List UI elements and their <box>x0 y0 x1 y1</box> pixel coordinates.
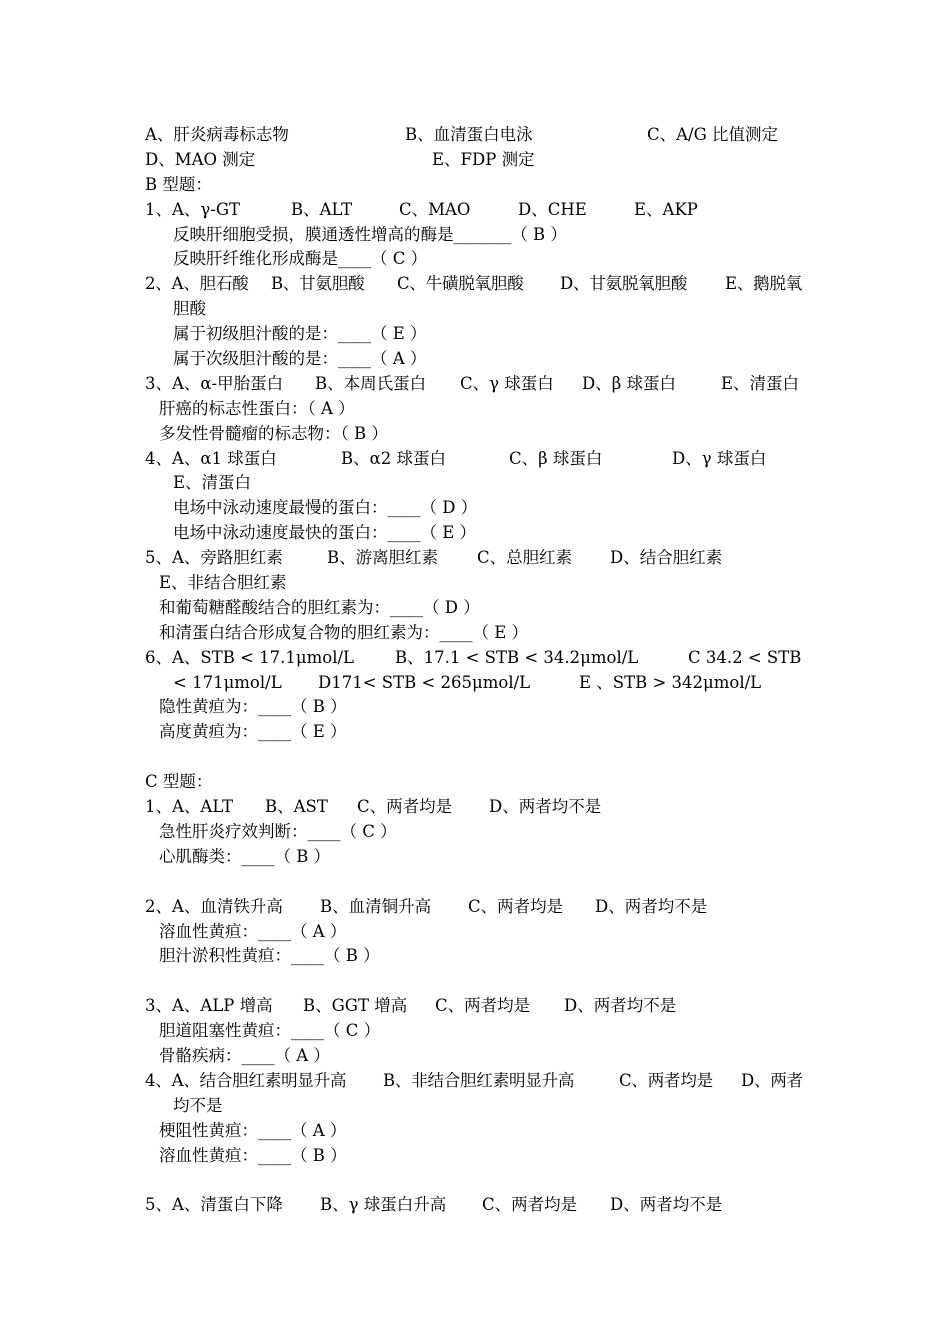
question-options <box>145 447 825 472</box>
option: C、两者均是 <box>435 996 531 1016</box>
option: D、结合胆红素 <box>610 548 723 568</box>
option: B、本周氏蛋白 <box>315 373 427 393</box>
section-heading-b: B 型题： <box>145 174 212 194</box>
spacer <box>145 969 825 994</box>
question-cont: E、非结合胆红素 <box>159 573 287 593</box>
option: D、β 球蛋白 <box>582 373 677 393</box>
question-stem: 属于次级胆汁酸的是：____（ A ） <box>173 349 427 369</box>
question-stem: 属于初级胆汁酸的是：____（ E ） <box>173 324 427 344</box>
option: C、β 球蛋白 <box>509 448 603 468</box>
spacer <box>145 1168 825 1193</box>
option: B、α2 球蛋白 <box>341 448 447 468</box>
question-stem: 电场中泳动速度最快的蛋白：____（ E ） <box>173 523 477 543</box>
option: C、两者均是 <box>468 896 564 916</box>
question-stem: 骨骼疾病：____（ A ） <box>159 1045 330 1065</box>
option: B、17.1 < STB < 34.2μmol/L <box>395 647 639 667</box>
option: D、两者 <box>741 1070 803 1090</box>
option: B、GGT 增高 <box>303 996 408 1016</box>
option: D171< STB < 265μmol/L <box>318 672 531 692</box>
option-a: A、肝炎病毒标志物 <box>145 125 289 144</box>
option: B、AST <box>265 797 328 817</box>
option-c: C、A/G 比值测定 <box>647 125 779 144</box>
option: D、甘氨脱氧胆酸 <box>560 274 688 294</box>
option: 1、A、ALT <box>145 797 233 817</box>
question-stem: 和葡萄糖醛酸结合的胆红素为：____（ D ） <box>159 597 480 617</box>
option-b: B、血清蛋白电泳 <box>405 125 533 144</box>
question-options <box>145 546 825 571</box>
question-stem: 高度黄疸为：____（ E ） <box>159 722 347 742</box>
option: 6、A、STB < 17.1μmol/L <box>145 647 354 667</box>
option: C、两者均是 <box>482 1195 578 1215</box>
question-options <box>145 671 825 696</box>
option: C、两者均是 <box>619 1070 713 1090</box>
option: < 171μmol/L <box>173 672 282 692</box>
option: C、总胆红素 <box>477 548 573 568</box>
option: E、清蛋白 <box>721 373 800 393</box>
question-options <box>145 1193 825 1218</box>
option: 4、A、结合胆红素明显升高 <box>145 1070 347 1090</box>
question-stem: 肝癌的标志性蛋白：（ A ） <box>159 398 355 418</box>
option: 2、A、胆石酸 <box>145 274 249 294</box>
option: B、血清铜升高 <box>320 896 432 916</box>
option: 1、A、γ-GT <box>145 199 241 219</box>
question-stem: 电场中泳动速度最慢的蛋白：____（ D ） <box>173 498 478 518</box>
question-stem: 多发性骨髓瘤的标志物：（ B ） <box>159 423 388 443</box>
question-options <box>145 895 825 920</box>
option: B、非结合胆红素明显升高 <box>383 1070 575 1090</box>
question-options <box>145 646 825 671</box>
option: D、两者均不是 <box>610 1195 723 1215</box>
question-stem: 和清蛋白结合形成复合物的胆红素为：____（ E ） <box>159 622 529 642</box>
option: E、AKP <box>634 199 698 219</box>
option: E、鹅脱氧 <box>725 274 803 294</box>
question-stem: 梗阻性黄疸：____（ A ） <box>159 1120 347 1140</box>
question-stem: 溶血性黄疸：____（ B ） <box>159 1145 347 1165</box>
option: 5、A、旁路胆红素 <box>145 548 283 568</box>
section-heading-c: C 型题： <box>145 772 213 792</box>
spacer <box>145 745 825 770</box>
option: B、ALT <box>291 199 353 219</box>
spacer <box>145 870 825 895</box>
question-stem: 胆道阻塞性黄疸：____（ C ） <box>159 1021 381 1041</box>
option: C 34.2 < STB <box>688 647 802 667</box>
option: D、CHE <box>518 199 587 219</box>
question-cont: 胆酸 <box>173 299 206 319</box>
question-stem: 胆汁淤积性黄疸：____（ B ） <box>159 946 380 966</box>
question-cont: 均不是 <box>173 1095 223 1115</box>
option: D、两者均不是 <box>489 797 602 817</box>
option-d: D、MAO 测定 <box>145 149 256 169</box>
question-options <box>145 372 825 397</box>
option: B、游离胆红素 <box>327 548 439 568</box>
question-options <box>145 994 825 1019</box>
option: 2、A、血清铁升高 <box>145 896 283 916</box>
question-stem: 急性肝炎疗效判断：____（ C ） <box>159 821 397 841</box>
document-page <box>145 123 825 1218</box>
option: C、MAO <box>399 199 471 219</box>
option: B、甘氨胆酸 <box>271 274 365 294</box>
option: 3、A、ALP 增高 <box>145 996 273 1016</box>
option: C、γ 球蛋白 <box>460 373 554 393</box>
option: C、两者均是 <box>357 797 453 817</box>
option: E 、STB > 342μmol/L <box>579 672 762 692</box>
option: B、γ 球蛋白升高 <box>320 1195 447 1215</box>
option: C、牛磺脱氧胆酸 <box>397 274 524 294</box>
question-stem: 反映肝细胞受损，膜通透性增高的酶是_______（ B ） <box>173 224 567 244</box>
option: 5、A、清蛋白下降 <box>145 1195 283 1215</box>
option: 4、A、α1 球蛋白 <box>145 448 277 468</box>
question-options <box>145 795 825 820</box>
option: D、两者均不是 <box>595 896 708 916</box>
question-cont: E、清蛋白 <box>173 473 252 493</box>
option-row <box>145 123 825 148</box>
question-options <box>145 198 825 223</box>
question-options <box>145 1069 825 1094</box>
option: D、两者均不是 <box>564 996 677 1016</box>
option-row <box>145 148 825 173</box>
option: D、γ 球蛋白 <box>672 448 767 468</box>
option-e: E、FDP 测定 <box>432 149 535 169</box>
question-stem: 隐性黄疸为：____（ B ） <box>159 697 347 717</box>
question-stem: 溶血性黄疸：____（ A ） <box>159 921 347 941</box>
question-options <box>145 272 825 297</box>
question-stem: 心肌酶类：____（ B ） <box>159 846 331 866</box>
question-stem: 反映肝纤维化形成酶是____（ C ） <box>173 249 428 269</box>
option: 3、A、α-甲胎蛋白 <box>145 373 284 393</box>
